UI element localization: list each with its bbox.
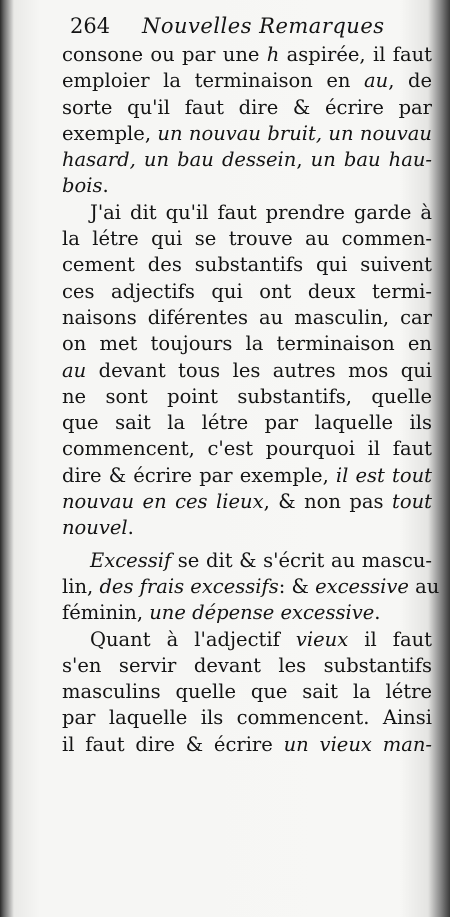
text-line [62,226,432,252]
text-line [62,331,432,357]
text-line [62,173,432,199]
italic-span: nouvau en ces lieux [62,490,264,514]
italic-span: un bau hau- [310,148,433,172]
text-line [62,679,432,705]
text-span: J'ai dit qu'il faut prendre garde à [90,200,432,224]
italic-span: vieux [295,627,349,651]
text-span: au [408,574,440,598]
text-span: s'en servir devant les substantifs [62,653,432,677]
text-span: . [374,601,381,625]
italic-span: bois [62,174,103,198]
text-span: il faut dire & écrire [62,732,284,756]
text-span: aspirée, il faut [279,43,432,66]
text-line [62,436,432,462]
text-span: cement des substantifs qui suivent [62,253,432,277]
body-text [62,42,440,758]
text-line [62,252,432,278]
text-span: féminin, [62,601,150,625]
text-line [62,653,432,679]
italic-span: Excessif [90,548,172,572]
italic-span: au [62,358,87,382]
text-span: . [102,174,109,198]
italic-span: excessive [315,574,409,598]
text-span: naisons diférentes au masculin, car [62,305,432,329]
text-span: lin, [62,574,100,598]
text-line [62,95,432,121]
text-line [62,574,440,600]
italic-span: il est tout [335,463,432,487]
text-span: masculins quelle que sait la létre [62,680,432,704]
text-line [62,627,432,653]
text-span: ces adjectifs qui ont deux termi- [62,279,432,303]
text-span: la létre qui se trouve au commen- [62,227,432,251]
text-line [62,68,432,94]
running-head: Nouvelles Remarques [142,14,385,38]
italic-span: une dépense excessive [149,601,375,625]
text-span: que sait la létre par laquelle ils [62,411,432,435]
text-span: , [296,148,311,172]
text-line [62,121,432,147]
text-line [62,515,432,541]
text-span: devant tous les autres mos qui [86,358,432,382]
text-line [62,200,432,226]
text-line [62,384,432,410]
text-span: emploier la terminaison en [62,69,365,93]
text-span: ne sont point substantifs, quelle [62,384,432,408]
text-span: . [127,516,134,540]
text-span: on met toujours la terminaison en [62,332,432,356]
text-line [62,732,432,758]
page-number: 264 [70,14,111,38]
text-span: se dit & s'écrit au mascu- [171,548,432,572]
italic-span: des frais excessifs [99,574,279,598]
italic-span: hasard, un bau dessein [62,148,297,172]
text-span: il faut [348,627,433,651]
text-line [62,410,432,436]
text-span: par laquelle ils commencent. Ainsi [62,706,432,730]
page-header [70,14,430,38]
text-line [62,463,432,489]
text-span: dire & écrire par exemple, [62,463,336,487]
italic-span: un vieux man- [283,732,432,756]
text-line [62,489,432,515]
italic-span: h [266,43,280,66]
text-span: commencent, c'est pourquoi il faut [62,437,432,461]
text-line [62,705,432,731]
text-span: exemple, [62,121,158,145]
text-line [62,548,432,574]
text-line [62,358,432,384]
text-span: Quant à l'adjectif [90,627,296,651]
text-span: , de [388,69,433,93]
text-span: consone ou par une [62,43,267,66]
italic-span: tout [392,490,432,514]
text-line [62,279,432,305]
text-span: , & non pas [263,490,393,514]
text-line [62,305,432,331]
text-line [62,42,432,68]
italic-span: nouvel [62,516,128,540]
italic-span: un nouvau bruit, un nouvau [157,121,432,145]
text-line [62,147,432,173]
text-span: sorte qu'il faut dire & écrire par [62,95,432,119]
text-line [62,600,432,626]
italic-span: au [364,69,389,93]
text-span: : & [278,574,316,598]
